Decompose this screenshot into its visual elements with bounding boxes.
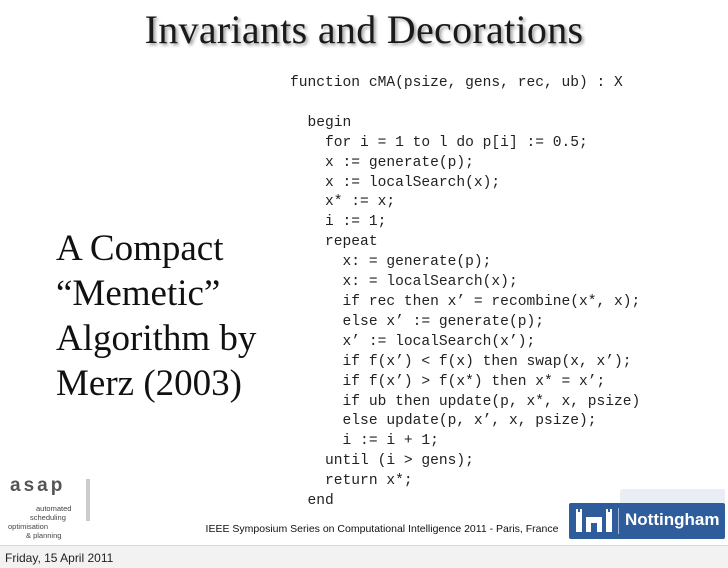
castle-icon [574, 508, 614, 534]
code-line: until (i > gens); [290, 453, 474, 470]
heading-line: Merz (2003) [56, 363, 242, 404]
code-line: for i = 1 to l do p[i] := 0.5; [290, 134, 588, 151]
slide-heading [56, 226, 296, 406]
heading-line: A Compact [56, 228, 224, 269]
code-line: x := localSearch(x); [290, 174, 501, 191]
pseudocode-block [290, 74, 640, 512]
asap-logo-word: optimisation [8, 522, 49, 531]
code-line: x* := x; [290, 194, 396, 211]
code-line: function cMA(psize, gens, rec, ub) : X [290, 75, 623, 91]
code-line: begin [290, 114, 352, 131]
asap-logo-word: & planning [26, 531, 62, 540]
asap-logo-word: scheduling [30, 513, 66, 522]
heading-line: “Memetic” [56, 273, 221, 314]
slide-date: Friday, 15 April 2011 [5, 551, 114, 565]
code-line: i := i + 1; [290, 433, 439, 450]
code-line: repeat [290, 234, 378, 251]
slide-title: Invariants and Decorations [144, 7, 584, 52]
bottom-bar [0, 545, 728, 568]
nottingham-logo-text: Nottingham [625, 510, 720, 529]
code-line [290, 94, 640, 114]
asap-logo-letters: asap [10, 475, 66, 496]
code-line: else update(p, x’, x, psize); [290, 413, 597, 430]
code-line: if f(x’) > f(x*) then x* = x’; [290, 373, 606, 390]
code-line: end [290, 493, 334, 510]
code-line: if f(x’) < f(x) then swap(x, x’); [290, 353, 632, 370]
code-line: if rec then x’ = recombine(x*, x); [290, 293, 641, 310]
code-line: if ub then update(p, x*, x, psize) [290, 393, 641, 410]
code-line: x := generate(p); [290, 154, 474, 171]
code-line: x: = generate(p); [290, 254, 492, 271]
code-line: x: = localSearch(x); [290, 274, 518, 291]
code-line: return x*; [290, 473, 413, 490]
asap-logo-word: automated [36, 504, 72, 513]
code-line: i := 1; [290, 214, 387, 231]
nottingham-logo [569, 503, 725, 539]
code-line: x’ := localSearch(x’); [290, 333, 536, 350]
code-line: else x’ := generate(p); [290, 313, 544, 330]
conference-footer: IEEE Symposium Series on Computational Intelligence 2011 - Paris, France [205, 523, 559, 535]
heading-line: Algorithm by [56, 318, 257, 359]
